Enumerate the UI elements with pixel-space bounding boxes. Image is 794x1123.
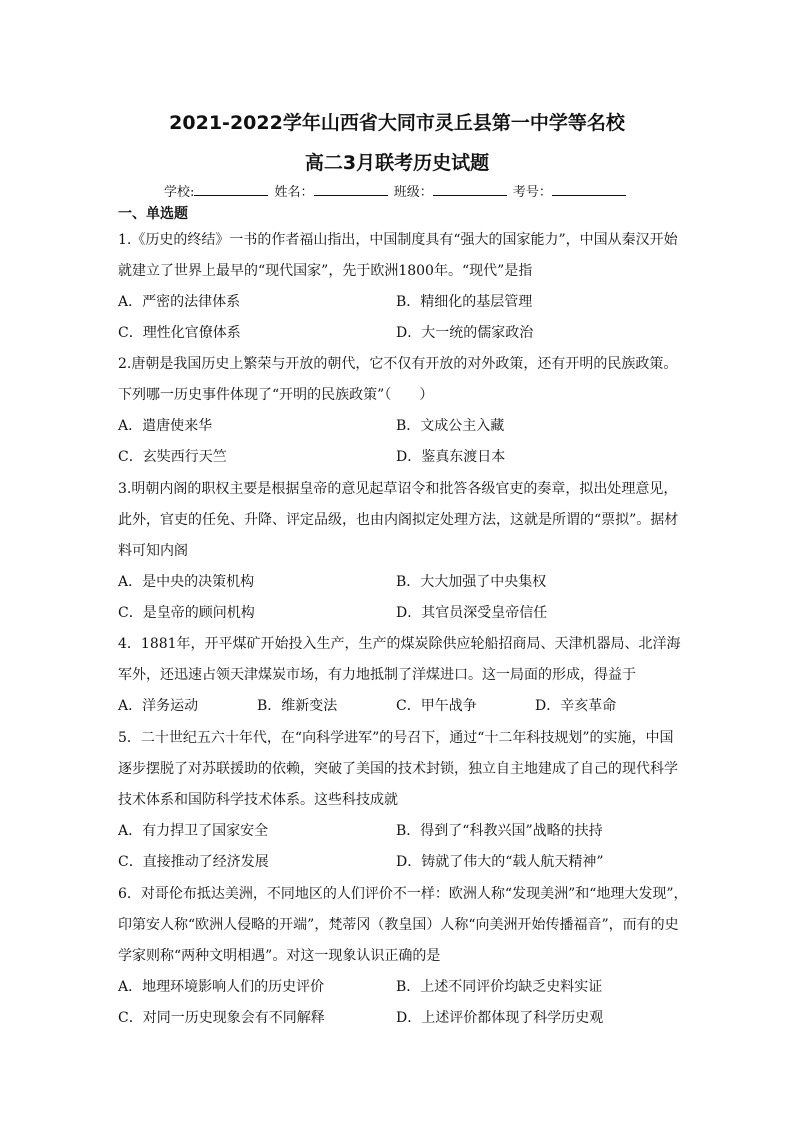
- name-label: 姓名：: [274, 185, 314, 200]
- question-1-option-d[interactable]: D．大一统的儒家政治: [396, 325, 534, 341]
- exam-title-line1: 2021-2022学年山西省大同市灵丘县第一中学等名校: [169, 112, 625, 134]
- question-3-option-d[interactable]: D．其官员深受皇帝信任: [396, 605, 548, 621]
- question-4-option-b[interactable]: B．维新变法: [257, 698, 338, 714]
- question-5-option-b[interactable]: B．得到了“科教兴国”战略的扶持: [396, 823, 603, 839]
- class-blank[interactable]: [433, 184, 507, 196]
- question-4-option-c[interactable]: C．甲午战争: [396, 698, 477, 714]
- question-5-line-1: 5．二十世纪五六十年代，在“向科学进军”的号召下，通过“十二年科技规划”的实施，中国: [118, 730, 674, 746]
- question-6-option-d[interactable]: D．上述评价都体现了科学历史观: [396, 1010, 604, 1026]
- question-6-line-1: 6．对哥伦布抵达美洲，不同地区的人们评价不一样：欧洲人称“发现美洲”和“地理大发现”，: [118, 886, 688, 902]
- question-4-line-1: 4．1881年，开平煤矿开始投入生产，生产的煤炭除供应轮船招商局、天津机器局、北洋海: [118, 636, 681, 652]
- question-5-line-2: 逐步摆脱了对苏联援助的依赖，突破了美国的技术封锁，独立自主地建成了自己的现代科学: [118, 761, 678, 777]
- question-5-option-a[interactable]: A．有力捍卫了国家安全: [118, 823, 269, 839]
- student-info-row: [164, 181, 628, 200]
- question-2-line-1: 2.唐朝是我国历史上繁荣与开放的朝代，它不仅有开放的对外政策，还有开明的民族政策。: [118, 356, 678, 372]
- question-5-option-d[interactable]: D．铸就了伟大的“载人航天精神”: [396, 854, 604, 870]
- question-4-option-d[interactable]: D．辛亥革命: [535, 698, 617, 714]
- question-1-option-c[interactable]: C．理性化官僚体系: [118, 325, 241, 341]
- question-5-option-c[interactable]: C．直接推动了经济发展: [118, 854, 269, 870]
- class-label: 班级：: [393, 185, 433, 200]
- question-4-option-a[interactable]: A．洋务运动: [118, 698, 199, 714]
- question-4-line-2: 军外，还迅速占领天津煤炭市场，有力地抵制了洋煤进口。这一局面的形成，得益于: [118, 667, 636, 683]
- question-3-line-1: 3.明朝内阁的职权主要是根据皇帝的意见起草诏令和批答各级官吏的奏章，拟出处理意见，: [118, 481, 678, 497]
- question-1-line-1: 1.《历史的终结》一书的作者福山指出，中国制度具有“强大的国家能力”，中国从秦汉开始: [118, 232, 678, 248]
- question-3-option-b[interactable]: B．大大加强了中央集权: [396, 574, 547, 590]
- name-blank[interactable]: [314, 184, 388, 196]
- question-2-option-d[interactable]: D．鉴真东渡日本: [396, 449, 506, 465]
- exam-title-line2: 高二3月联考历史试题: [304, 152, 490, 174]
- question-1-option-b[interactable]: B．精细化的基层管理: [396, 294, 533, 310]
- question-6-option-b[interactable]: B．上述不同评价均缺乏史料实证: [396, 979, 603, 995]
- question-1-option-a[interactable]: A．严密的法律体系: [118, 294, 241, 310]
- question-6-option-c[interactable]: C．对同一历史现象会有不同解释: [118, 1010, 325, 1026]
- exam-no-blank[interactable]: [552, 184, 626, 196]
- question-2-option-c[interactable]: C．玄奘西行天竺: [118, 449, 227, 465]
- question-3-option-c[interactable]: C．是皇帝的顾问机构: [118, 605, 255, 621]
- question-3-line-2: 此外，官吏的任免、升降、评定品级，也由内阁拟定处理方法，这就是所谓的“票拟”。据材: [118, 512, 679, 528]
- section-title: 一、单选题: [118, 206, 188, 222]
- question-5-line-3: 技术体系和国防科学技术体系。这些科技成就: [118, 792, 398, 808]
- question-3-option-a[interactable]: A．是中央的决策机构: [118, 574, 255, 590]
- question-2-option-b[interactable]: B．文成公主入藏: [396, 418, 505, 434]
- question-1-line-2: 就建立了世界上最早的“现代国家”，先于欧洲1800年。“现代”是指: [118, 263, 533, 279]
- question-3-line-3: 料可知内阁: [118, 543, 188, 559]
- question-2-line-2: 下列哪一历史事件体现了“开明的民族政策”（ ）: [118, 387, 434, 403]
- question-2-option-a[interactable]: A．遣唐使来华: [118, 418, 213, 434]
- school-label: 学校:: [164, 185, 195, 200]
- question-6-line-3: 学家则称“两种文明相遇”。对这一现象认识正确的是: [118, 948, 441, 964]
- question-6-option-a[interactable]: A．地理环境影响人们的历史评价: [118, 979, 325, 995]
- school-blank[interactable]: [194, 184, 268, 196]
- question-6-line-2: 印第安人称“欧洲人侵略的开端”，梵蒂冈（教皇国）人称“向美洲开始传播福音”，而有的史: [118, 917, 679, 933]
- exam-no-label: 考号：: [512, 185, 552, 200]
